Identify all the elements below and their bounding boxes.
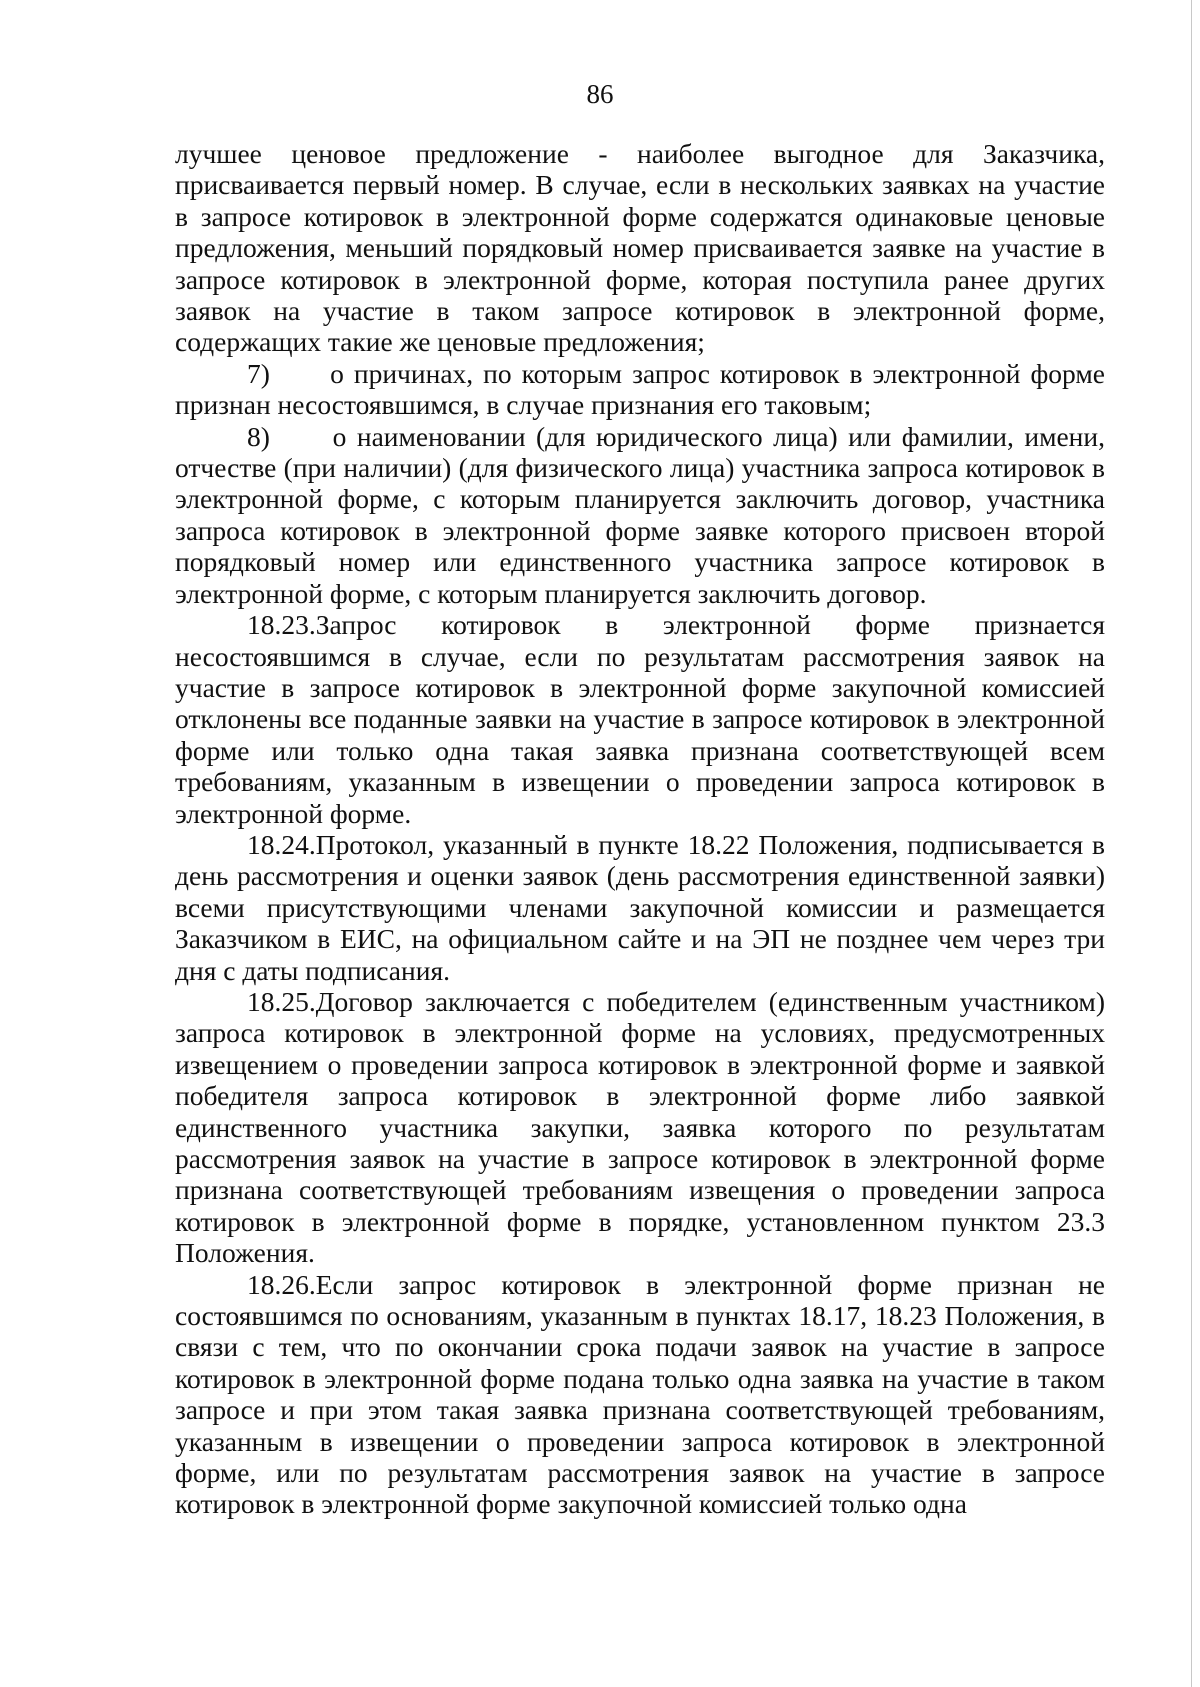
paragraph-18-26: 18.26.Если запрос котировок в электронной форме признан не состоявшимся по основаниям, указанным в пунктах 18.17, 18.23 Положения, в связи с тем, что по окончании срока подачи заявок на участие в запросе котировок в электронной форме подана только одна заявка на участие в таком запросе и при этом такая заявка признана соответствующей требованиям, указанным в извещении о проведении запроса котировок в электронной форме, или по результатам рассмотрения заявок на участие в запросе котировок в электронной форме закупочной комиссией только одна xyxy=(175,1268,1105,1520)
paragraph-18-23: 18.23.Запрос котировок в электронной форме признается несостоявшимся в случае, если по результатам рассмотрения заявок на участие в запросе котировок в электронной форме закупочной комиссией отклонены все поданные заявки на участие в запросе котировок в электронной форме или только одна такая заявка признана соответствующей всем требованиям, указанным в извещении о проведении запроса котировок в электронной форме. xyxy=(175,609,1105,829)
paragraph-18-24: 18.24.Протокол, указанный в пункте 18.22 Положения, подписывается в день рассмотрения и оценки заявок (день рассмотрения единственной заявки) всеми присутствующими членами закупочной комиссии и размещается Заказчиком в ЕИС, на официальном сайте и на ЭП не позднее чем через три дня с даты подписания. xyxy=(175,828,1105,986)
paragraph-continuation: лучшее ценовое предложение - наиболее выгодное для Заказчика, присваивается первый номер. В случае, если в нескольких заявках на участие в запросе котировок в электронной форме содержатся одинаковые ценовые предложения, меньший порядковый номер присваивается заявке на участие в запросе котировок в электронной форме, которая поступила ранее других заявок на участие в таком запросе котировок в электронной форме, содержащих такие же ценовые предложения; xyxy=(175,138,1105,358)
paragraph-18-25: 18.25.Договор заключается с победителем (единственным участником) запроса котировок в электронной форме на условиях, предусмотренных извещением о проведении запроса котировок в электронной форме и заявкой победителя запроса котировок в электронной форме либо заявкой единственного участника закупки, заявка которого по результатам рассмотрения заявок на участие в запросе котировок в электронной форме признана соответствующей требованиям извещения о проведении запроса котировок в электронной форме в порядке, установленном пунктом 23.3 Положения. xyxy=(175,985,1105,1269)
document-body xyxy=(175,138,1105,1520)
paragraph-item-8: 8) о наименовании (для юридического лица) или фамилии, имени, отчестве (при наличии) (для физического лица) участника запроса котировок в электронной форме, с которым планируется заключить договор, участника запроса котировок в электронной форме заявке которого присвоен второй порядковый номер или единственного участника запросе котировок в электронной форме, с которым планируется заключить договор. xyxy=(175,420,1105,609)
page-number: 86 xyxy=(586,79,614,109)
page-edge-line xyxy=(1191,0,1192,1687)
paragraph-item-7: 7) о причинах, по которым запрос котировок в электронной форме признан несостоявшимся, в случае признания его таковым; xyxy=(175,357,1105,421)
